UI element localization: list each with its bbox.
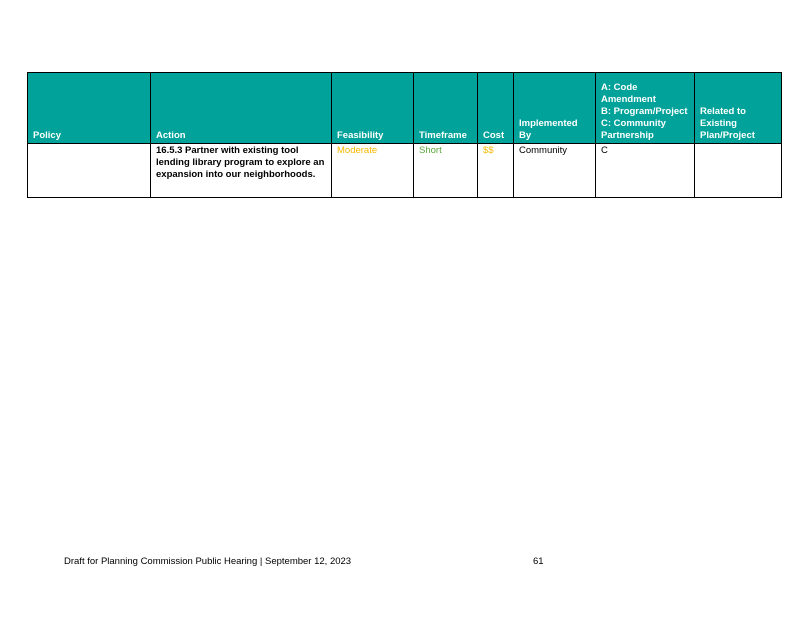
header-implemented-by-line-2: By bbox=[519, 130, 532, 141]
header-type-line-3: B: Program/Project bbox=[601, 106, 688, 117]
action-table bbox=[27, 72, 782, 198]
cell-feasibility: Moderate bbox=[332, 144, 414, 198]
header-action: Action bbox=[151, 73, 332, 144]
header-related bbox=[695, 73, 782, 144]
header-implemented-by bbox=[514, 73, 596, 144]
cell-action: 16.5.3 Partner with existing tool lending library program to explore an expansion into our neighborhoods. bbox=[151, 144, 332, 198]
header-type-line-5: Partnership bbox=[601, 130, 654, 141]
footer-text: Draft for Planning Commission Public Hearing | September 12, 2023 bbox=[64, 556, 352, 567]
header-implemented-by-line-1: Implemented bbox=[519, 118, 578, 129]
header-related-line-3: Plan/Project bbox=[700, 130, 755, 141]
header-type-line-2: Amendment bbox=[601, 94, 656, 105]
table-row bbox=[28, 144, 782, 198]
header-timeframe: Timeframe bbox=[414, 73, 478, 144]
cell-implemented-by: Community bbox=[514, 144, 596, 198]
cell-policy bbox=[28, 144, 151, 198]
cell-timeframe: Short bbox=[414, 144, 478, 198]
header-type-line-4: C: Community bbox=[601, 118, 666, 129]
header-related-line-1: Related to bbox=[700, 106, 746, 117]
header-cost: Cost bbox=[478, 73, 514, 144]
cell-cost: $$ bbox=[478, 144, 514, 198]
header-policy: Policy bbox=[28, 73, 151, 144]
cell-related bbox=[695, 144, 782, 198]
page-number: 61 bbox=[533, 556, 544, 567]
table-header-row bbox=[28, 73, 782, 144]
header-feasibility: Feasibility bbox=[332, 73, 414, 144]
header-type-line-1: A: Code bbox=[601, 82, 638, 93]
header-related-line-2: Existing bbox=[700, 118, 737, 129]
header-type bbox=[596, 73, 695, 144]
cell-type: C bbox=[596, 144, 695, 198]
